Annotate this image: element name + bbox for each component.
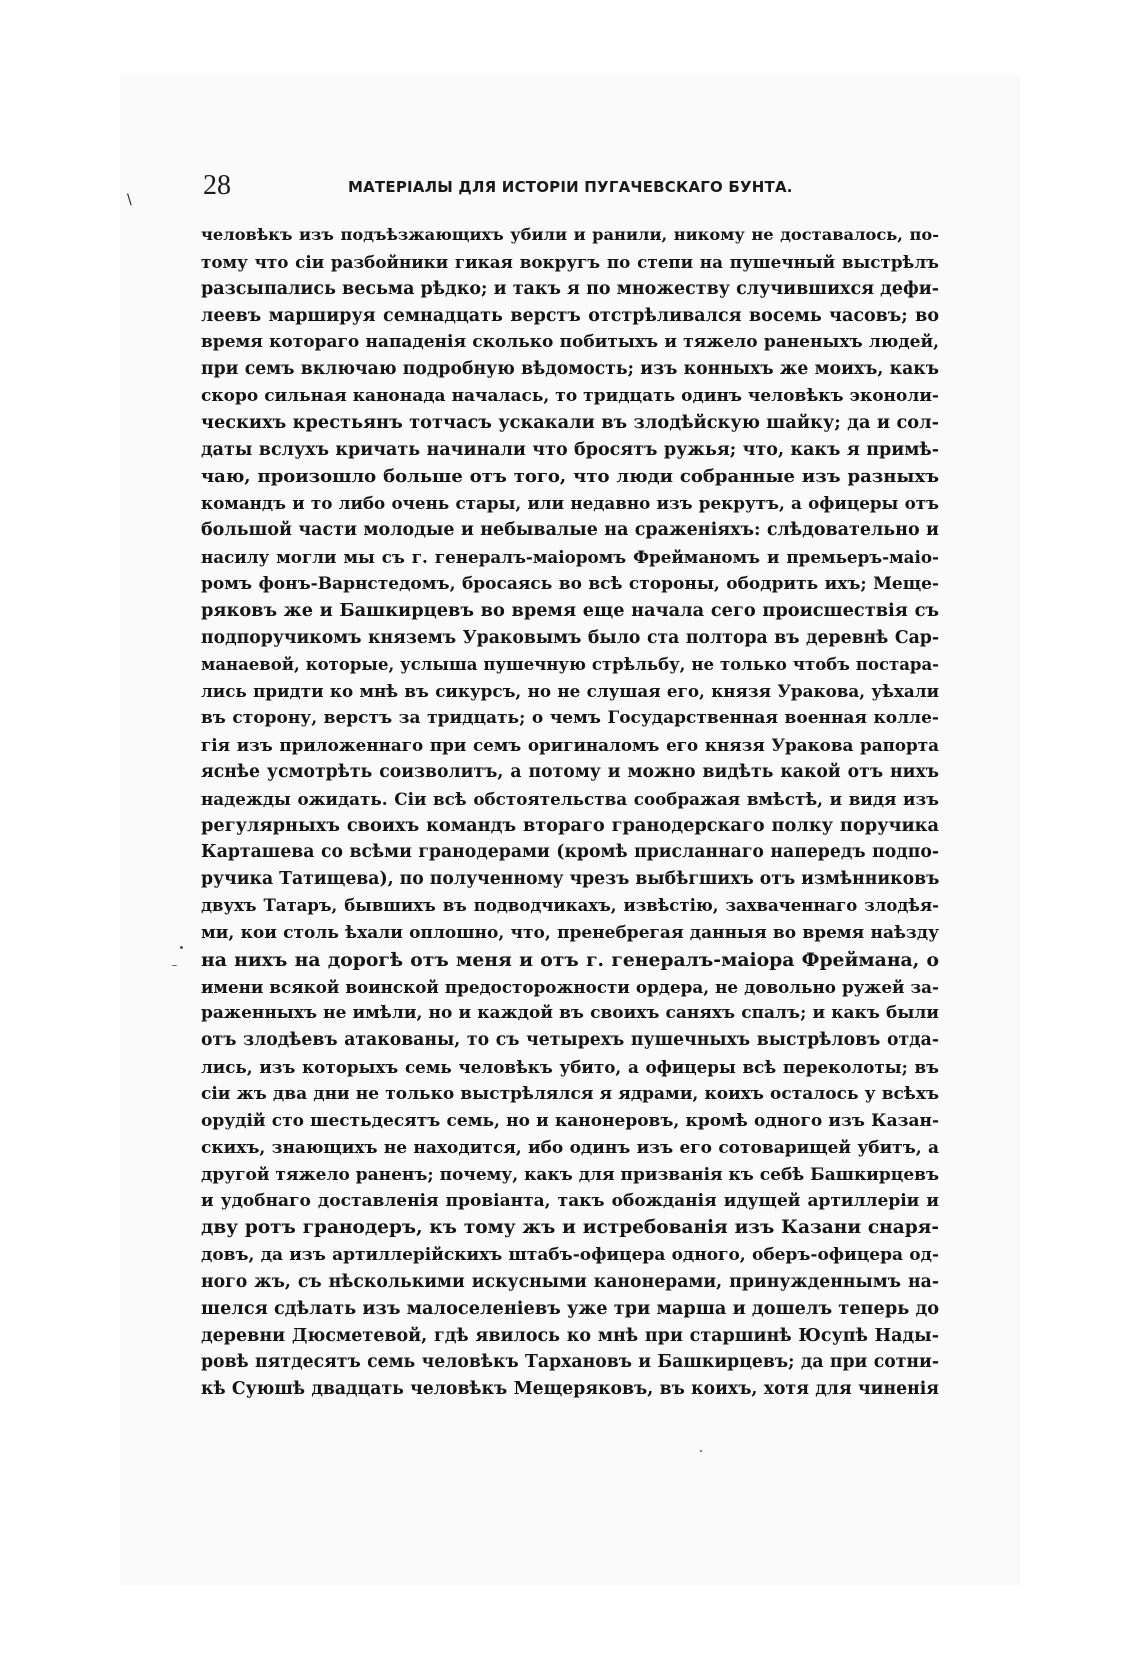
text-line: скихъ, знающихъ не находится, ибо одинъ изъ его сотоварищей убитъ, а — [201, 1137, 939, 1158]
stray-dot — [172, 965, 177, 966]
text-line: разсыпались весьма рѣдко; и такъ я по множеству случившихся дефи- — [201, 278, 939, 299]
text-line: большой части молодые и небывалые на сраженіяхъ: слѣдовательно и — [201, 520, 939, 541]
text-line: двухъ Татаръ, бывшихъ въ подводчикахъ, извѣстію, захваченнаго злодѣя- — [201, 896, 939, 916]
text-line: Карташева со всѣми гранодерами (кромѣ присланнаго напередъ подпо- — [201, 842, 939, 863]
text-line: манаевой, которые, услыша пушечную стрѣльбу, не только чтобъ постара- — [201, 654, 939, 674]
body-text — [201, 222, 939, 1403]
text-line: даты вслухъ кричать начинали что бросятъ ружья; что, какъ я примѣ- — [201, 439, 939, 460]
text-line: отъ злодѣевъ атакованы, то съ четырехъ пушечныхъ выстрѣловъ отда- — [201, 1030, 939, 1051]
text-line: ряковъ же и Башкирцевъ во время еще начала сего происшествія съ — [201, 599, 939, 621]
text-line: гія изъ приложеннаго при семъ оригиналомъ его князя Уракова рапорта — [201, 735, 939, 756]
text-line: командъ и то либо очень стары, или недавно изъ рекрутъ, а офицеры отъ — [201, 493, 939, 514]
text-line: деревни Дюсметевой, гдѣ явилось ко мнѣ при старшинѣ Юсупѣ Нады- — [201, 1325, 939, 1346]
text-line: ного жъ, съ нѣсколькими искусными канонерами, принужденнымъ на- — [201, 1271, 939, 1292]
text-line: раженныхъ не имѣли, но и каждой въ своихъ саняхъ спалъ; и какъ были — [201, 1003, 939, 1024]
text-line: время котораго нападенія сколько побитыхъ и тяжело раненыхъ людей, — [201, 332, 939, 353]
text-line: лись, изъ которыхъ семь человѣкъ убито, а офицеры всѣ переколоты; въ — [201, 1057, 939, 1078]
text-line: шелся сдѣлать изъ малоселеніевъ уже три марша и дошелъ теперь до — [201, 1297, 940, 1319]
text-line: леевъ маршируя семнадцать верстъ отстрѣливался восемь часовъ; во — [201, 305, 939, 326]
stray-dot — [700, 1450, 702, 1452]
text-line: надежды ожидать. Сіи всѣ обстоятельства соображая вмѣстѣ, и видя изъ — [201, 788, 939, 809]
text-line: довъ, да изъ артиллерійскихъ штабъ-офицера одного, оберъ-офицера од- — [201, 1245, 939, 1266]
text-line: въ сторону, верстъ за тридцать; о чемъ Государственная военная колле- — [201, 708, 939, 729]
text-line: ровѣ пятдесятъ семь человѣкъ Тархановъ и Башкирцевъ; да при сотни- — [201, 1352, 939, 1373]
text-line: ческихъ крестьянъ тотчасъ ускакали въ злодѣйскую шайку; да и сол- — [201, 411, 939, 433]
text-line: регулярныхъ своихъ командъ втораго гранодерскаго полку поручика — [201, 814, 939, 836]
text-line: орудій сто шестьдесятъ семь, но и канонеровъ, кромѣ одного изъ Казан- — [201, 1110, 939, 1131]
text-line: человѣкъ изъ подъѣзжающихъ убили и ранили, никому не доставалось, по- — [201, 225, 939, 244]
page-number: 28 — [203, 170, 231, 201]
text-line: дву ротъ гранодеръ, къ тому жъ и истребованія изъ Казани снаря- — [201, 1217, 939, 1239]
running-head: МАТЕРІАЛЫ ДЛЯ ИСТОРІИ ПУГАЧЕВСКАГО БУНТА. — [348, 178, 793, 196]
text-line: чаю, произошло больше отъ того, что люди собранные изъ разныхъ — [201, 465, 939, 487]
text-line: лись придти ко мнѣ въ сикурсъ, но не слушая его, князя Уракова, уѣхали — [201, 681, 939, 702]
text-line: ручика Татищева), по полученному чрезъ выбѣгшихъ отъ измѣнниковъ — [201, 869, 940, 890]
text-line: кѣ Суюшѣ двадцать человѣкъ Мещеряковъ, въ коихъ, хотя для чиненія — [201, 1379, 939, 1400]
text-line: и удобнаго доставленія провіанта, такъ обожданія идущей артиллеріи и — [201, 1191, 939, 1212]
stray-mark: \ — [127, 192, 132, 208]
text-line: тому что сіи разбойники гикая вокругъ по степи на пушечный выстрѣлъ — [201, 251, 939, 272]
text-line: яснѣе усмотрѣть соизволитъ, а потому и можно видѣть какой отъ нихъ — [201, 761, 939, 782]
text-line: другой тяжело раненъ; почему, какъ для призванія къ себѣ Башкирцевъ — [201, 1164, 939, 1185]
text-line: ми, кои столь ѣхали оплошно, что, пренебрегая данныя во время наѣзду — [201, 922, 939, 943]
stray-dot — [180, 946, 183, 949]
text-line: на нихъ на дорогѣ отъ меня и отъ г. генералъ-маіора Фреймана, о — [201, 948, 939, 971]
text-line: насилу могли мы съ г. генералъ-маіоромъ Фрейманомъ и премьеръ-маіо- — [201, 547, 939, 568]
text-line: сіи жъ два дни не только выстрѣлялся я ядрами, коихъ осталось у всѣхъ — [201, 1084, 939, 1104]
text-line: подпоручикомъ княземъ Ураковымъ было ста полтора въ деревнѣ Сар- — [201, 627, 939, 648]
text-line: скоро сильная канонада началась, то тридцать одинъ человѣкъ эконоли- — [201, 386, 939, 407]
text-line: при семъ включаю подробную вѣдомость; изъ конныхъ же моихъ, какъ — [201, 359, 939, 380]
text-line: имени всякой воинской предосторожности ордера, не довольно ружей за- — [201, 976, 939, 997]
text-line: ромъ фонъ-Варнстедомъ, бросаясь во всѣ стороны, ободрить ихъ; Меще- — [201, 573, 939, 594]
